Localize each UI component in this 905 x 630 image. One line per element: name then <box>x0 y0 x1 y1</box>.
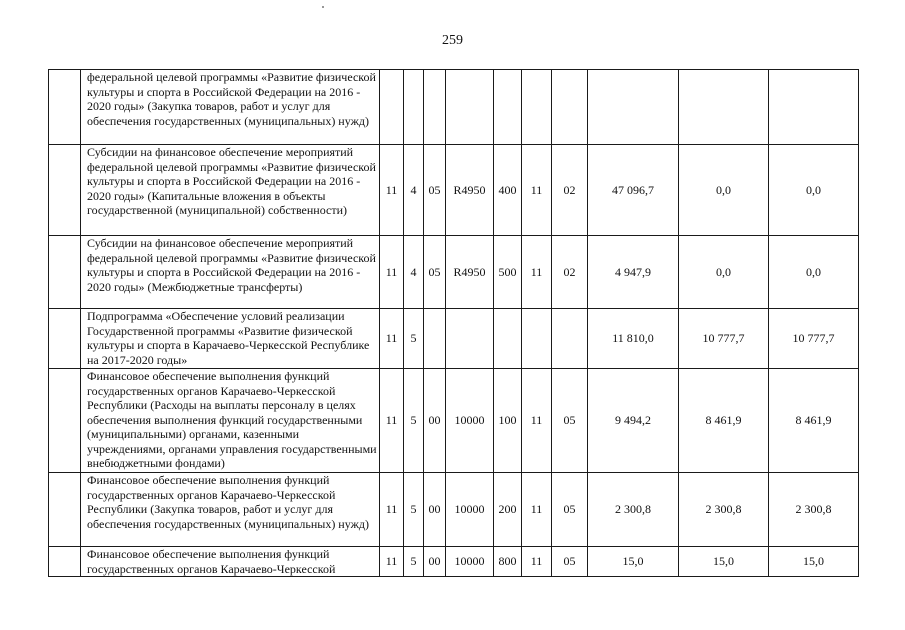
amount-cell: 4 947,9 <box>588 236 679 309</box>
code-cell <box>446 309 494 369</box>
code-cell: 05 <box>552 369 588 473</box>
code-cell <box>446 70 494 145</box>
code-cell: 5 <box>404 309 424 369</box>
code-cell: 11 <box>380 309 404 369</box>
amount-cell: 0,0 <box>679 236 769 309</box>
code-cell: 05 <box>424 236 446 309</box>
code-cell: 00 <box>424 547 446 577</box>
code-cell: 02 <box>552 236 588 309</box>
code-cell: 5 <box>404 473 424 547</box>
code-cell: 10000 <box>446 547 494 577</box>
code-cell <box>424 70 446 145</box>
budget-table <box>48 69 859 577</box>
row-description: Субсидии на финансовое обеспечение мероприятий федеральной целевой программы «Развитие физической культуры и спорта в Российской Федерации на 2016 - 2020 годы» (Капитальные вложения в объекты государственной (муниципальной) собственности) <box>81 145 380 236</box>
blank-cell <box>49 309 81 369</box>
amount-cell: 2 300,8 <box>769 473 859 547</box>
code-cell: 11 <box>380 473 404 547</box>
code-cell: 11 <box>380 236 404 309</box>
code-cell: 05 <box>424 145 446 236</box>
row-description: федеральной целевой программы «Развитие физической культуры и спорта в Российской Федерации на 2016 - 2020 годы» (Закупка товаров, работ и услуг для обеспечения государственных (муниципальных) нужд) <box>81 70 380 145</box>
amount-cell: 15,0 <box>769 547 859 577</box>
code-cell: 11 <box>380 369 404 473</box>
code-cell: 10000 <box>446 473 494 547</box>
code-cell: 200 <box>494 473 522 547</box>
code-cell: 500 <box>494 236 522 309</box>
table-row <box>49 369 859 473</box>
row-description: Финансовое обеспечение выполнения функций государственных органов Карачаево-Черкесской <box>81 547 380 577</box>
code-cell: 100 <box>494 369 522 473</box>
code-cell: 11 <box>380 547 404 577</box>
code-cell: 5 <box>404 547 424 577</box>
table-row <box>49 547 859 577</box>
code-cell: 10000 <box>446 369 494 473</box>
code-cell: 00 <box>424 369 446 473</box>
scan-artifact <box>322 6 324 8</box>
table-row <box>49 70 859 145</box>
code-cell: 11 <box>522 369 552 473</box>
code-cell <box>552 70 588 145</box>
amount-cell <box>679 70 769 145</box>
amount-cell <box>769 70 859 145</box>
table-row <box>49 145 859 236</box>
code-cell: 800 <box>494 547 522 577</box>
code-cell: 11 <box>522 547 552 577</box>
amount-cell: 2 300,8 <box>588 473 679 547</box>
code-cell <box>404 70 424 145</box>
code-cell: 4 <box>404 236 424 309</box>
amount-cell: 11 810,0 <box>588 309 679 369</box>
amount-cell: 10 777,7 <box>679 309 769 369</box>
code-cell: 4 <box>404 145 424 236</box>
code-cell: R4950 <box>446 236 494 309</box>
table-row <box>49 236 859 309</box>
blank-cell <box>49 547 81 577</box>
amount-cell: 8 461,9 <box>769 369 859 473</box>
amount-cell: 0,0 <box>769 145 859 236</box>
amount-cell: 15,0 <box>679 547 769 577</box>
table-row <box>49 309 859 369</box>
table-row <box>49 473 859 547</box>
code-cell <box>552 309 588 369</box>
amount-cell: 47 096,7 <box>588 145 679 236</box>
blank-cell <box>49 236 81 309</box>
code-cell: 02 <box>552 145 588 236</box>
code-cell <box>522 309 552 369</box>
code-cell: 05 <box>552 473 588 547</box>
amount-cell: 8 461,9 <box>679 369 769 473</box>
code-cell: 5 <box>404 369 424 473</box>
amount-cell: 9 494,2 <box>588 369 679 473</box>
blank-cell <box>49 473 81 547</box>
amount-cell: 0,0 <box>769 236 859 309</box>
blank-cell <box>49 70 81 145</box>
code-cell <box>380 70 404 145</box>
amount-cell: 15,0 <box>588 547 679 577</box>
code-cell: 11 <box>380 145 404 236</box>
code-cell: 400 <box>494 145 522 236</box>
amount-cell: 0,0 <box>679 145 769 236</box>
code-cell: 05 <box>552 547 588 577</box>
amount-cell <box>588 70 679 145</box>
code-cell: 11 <box>522 145 552 236</box>
code-cell <box>494 70 522 145</box>
row-description: Субсидии на финансовое обеспечение мероприятий федеральной целевой программы «Развитие физической культуры и спорта в Российской Федерации на 2016 - 2020 годы» (Межбюджетные трансферты) <box>81 236 380 309</box>
code-cell: 11 <box>522 473 552 547</box>
code-cell: 11 <box>522 236 552 309</box>
amount-cell: 2 300,8 <box>679 473 769 547</box>
blank-cell <box>49 145 81 236</box>
row-description: Подпрограмма «Обеспечение условий реализации Государственной программы «Развитие физической культуры и спорта в Карачаево-Черкесской Республике на 2017-2020 годы» <box>81 309 380 369</box>
row-description: Финансовое обеспечение выполнения функций государственных органов Карачаево-Черкесской Республики (Закупка товаров, работ и услуг для обеспечения государственных (муниципальных) нужд) <box>81 473 380 547</box>
page-number: 259 <box>442 33 463 48</box>
code-cell <box>522 70 552 145</box>
code-cell: R4950 <box>446 145 494 236</box>
code-cell: 00 <box>424 473 446 547</box>
amount-cell: 10 777,7 <box>769 309 859 369</box>
code-cell <box>424 309 446 369</box>
code-cell <box>494 309 522 369</box>
row-description: Финансовое обеспечение выполнения функций государственных органов Карачаево-Черкесской Республики (Расходы на выплаты персоналу в целях обеспечения выполнения функций государственными (муниципальными) органами, казенными учреждениями, органами управления государственными внебюджетными фондами) <box>81 369 380 473</box>
blank-cell <box>49 369 81 473</box>
